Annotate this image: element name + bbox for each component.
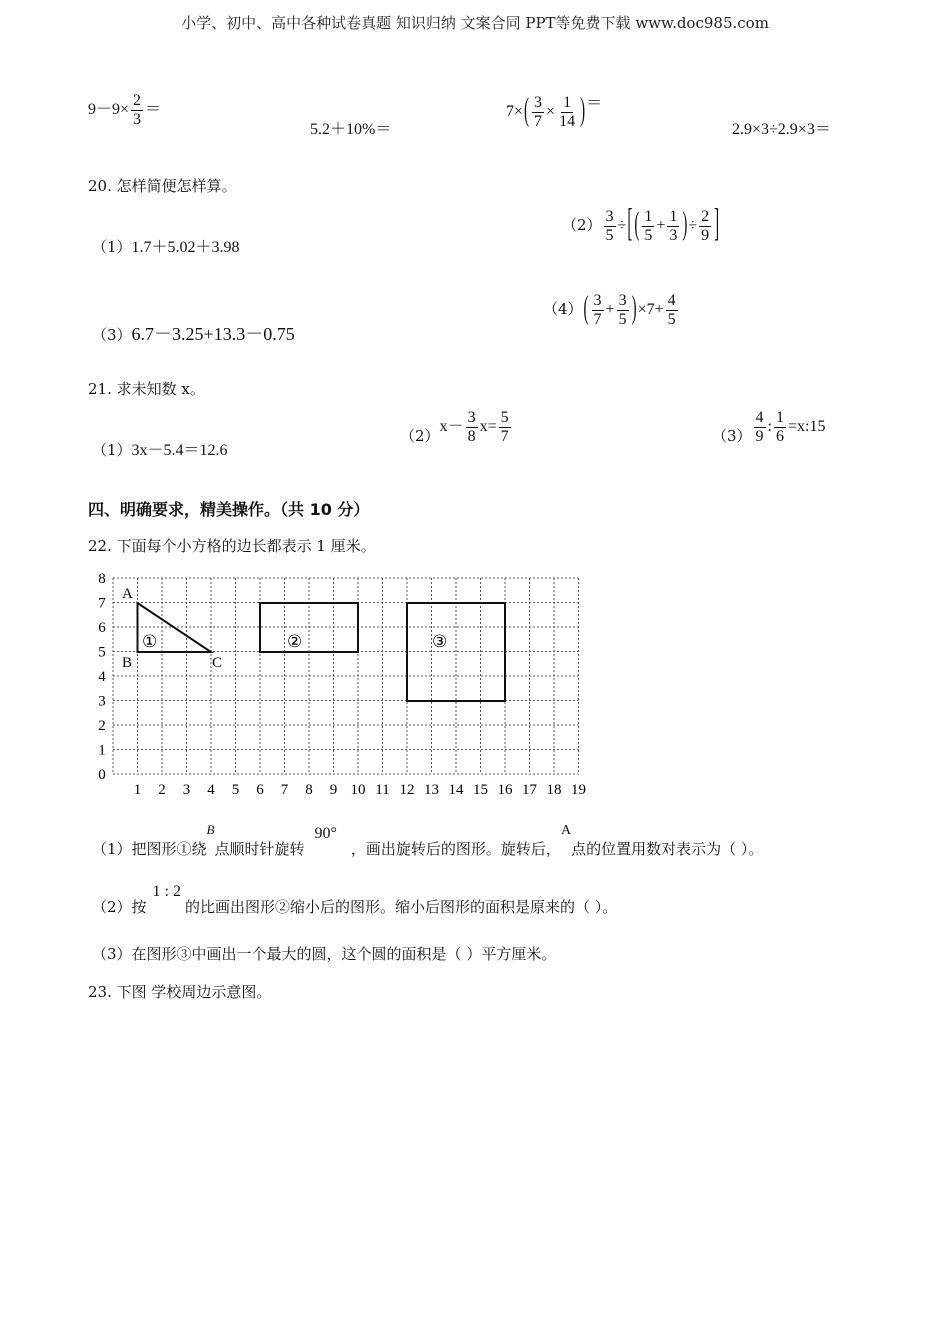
- x-tick-label: 5: [231, 782, 240, 798]
- q22-sub2: （2）按1 : 2的比画出图形②缩小后的图形。缩小后图形的面积是原来的（ ）。: [92, 883, 618, 916]
- q23-title: 23. 下图 学校周边示意图。: [88, 983, 272, 1001]
- q20-part3: （3）6.7－3.25+13.3－0.75: [92, 324, 295, 344]
- x-tick-label: 18: [546, 782, 562, 798]
- x-tick-label: 16: [497, 782, 513, 798]
- x-tick-label: 6: [256, 782, 264, 798]
- x-tick-label: 2: [158, 782, 166, 798]
- y-tick-label: 6: [98, 620, 106, 636]
- x-tick-label: 3: [182, 782, 191, 798]
- x-tick-label: 8: [305, 782, 313, 798]
- y-tick-label: 7: [98, 595, 106, 612]
- y-tick-label: 5: [98, 644, 106, 661]
- x-tick-label: 9: [329, 782, 338, 798]
- section-4-title: 四、明确要求，精美操作。（共 10 分）: [88, 500, 370, 519]
- q20-title: 20. 怎样简便怎样算。: [88, 177, 237, 195]
- q20-part4: （4）( $\frac{3}{7}$ + $\frac{3}{5}$ )×7+ $\frac{4}{5}$: [543, 291, 676, 328]
- calc-expr-2: 5.2＋10%＝: [310, 121, 392, 138]
- coordinate-grid: [90, 565, 600, 800]
- x-tick-label: 12: [399, 782, 415, 798]
- shape-3-label: ③: [432, 632, 448, 652]
- paren-left: (: [524, 93, 530, 129]
- q21-part3: （3） $\frac{4}{9}$ : $\frac{1}{6}$ =x:15: [712, 409, 826, 446]
- page-header: 小学、初中、高中各种试卷真题 知识归纳 文案合同 PPT等免费下载 www.doc985.com: [181, 14, 769, 32]
- point-a-label: A: [122, 586, 133, 602]
- shape-2-label: ②: [287, 632, 303, 652]
- q20-part1: （1）1.7＋5.02＋3.98: [92, 238, 240, 256]
- calc-expr-3: 7×( $\frac{3}{7}$ × $\frac{1}{14}$ )＝: [506, 93, 603, 130]
- x-tick-label: 17: [522, 782, 537, 798]
- shape-1-label: ①: [142, 632, 158, 652]
- y-tick-label: 0: [98, 767, 106, 783]
- calc-expr-1: [88, 92, 161, 128]
- x-tick-label: 15: [473, 782, 488, 798]
- calc-expr-1-suffix: ＝: [145, 101, 162, 119]
- calc-expr-4: 2.9×3÷2.9×3＝: [732, 121, 831, 138]
- y-axis-ticks: [98, 571, 106, 783]
- y-tick-label: 4: [98, 669, 106, 685]
- y-tick-label: 1: [98, 742, 106, 759]
- y-tick-label: 2: [98, 718, 106, 734]
- grid-lines: [113, 578, 579, 774]
- y-tick-label: 8: [98, 571, 106, 587]
- x-tick-label: 14: [448, 782, 464, 798]
- paren-right: ): [580, 93, 586, 129]
- x-tick-label: 19: [571, 782, 586, 798]
- q22-sub1: （1）把图形①绕B点顺时针旋转90°，画出旋转后的图形。旋转后，A点的位置用数对表示为（ ）。: [92, 822, 764, 858]
- q21-title: 21. 求未知数 x。: [88, 380, 205, 398]
- calc-expr-1-prefix: 9－9×: [88, 101, 130, 119]
- x-tick-label: 11: [375, 782, 390, 798]
- x-tick-label: 1: [133, 782, 142, 798]
- x-tick-label: 10: [350, 782, 366, 798]
- q21-part1: （1）3x－5.4＝12.6: [92, 441, 228, 459]
- x-tick-label: 13: [424, 782, 439, 798]
- q22-sub3: （3）在图形③中画出一个最大的圆，这个圆的面积是（ ）平方厘米。: [92, 945, 557, 963]
- q22-title: 22. 下面每个小方格的边长都表示 1 厘米。: [88, 537, 376, 555]
- calc-expr-1-fraction: $\frac{2}{3}$: [133, 92, 142, 128]
- x-axis-ticks: [134, 782, 586, 798]
- q21-part2: （2）x－ $\frac{3}{8}$ x= $\frac{5}{7}$: [400, 409, 509, 446]
- x-tick-label: 4: [207, 782, 215, 798]
- x-tick-label: 7: [280, 782, 289, 798]
- point-b-label: B: [122, 655, 133, 671]
- q20-part2: （2） $\frac{3}{5}$ ÷[ ( $\frac{1}{5}$ + $\frac{1}{3}$ )÷ $\frac{2}{9}$ ]: [562, 203, 720, 246]
- point-c-label: C: [212, 655, 223, 671]
- y-tick-label: 3: [98, 693, 106, 710]
